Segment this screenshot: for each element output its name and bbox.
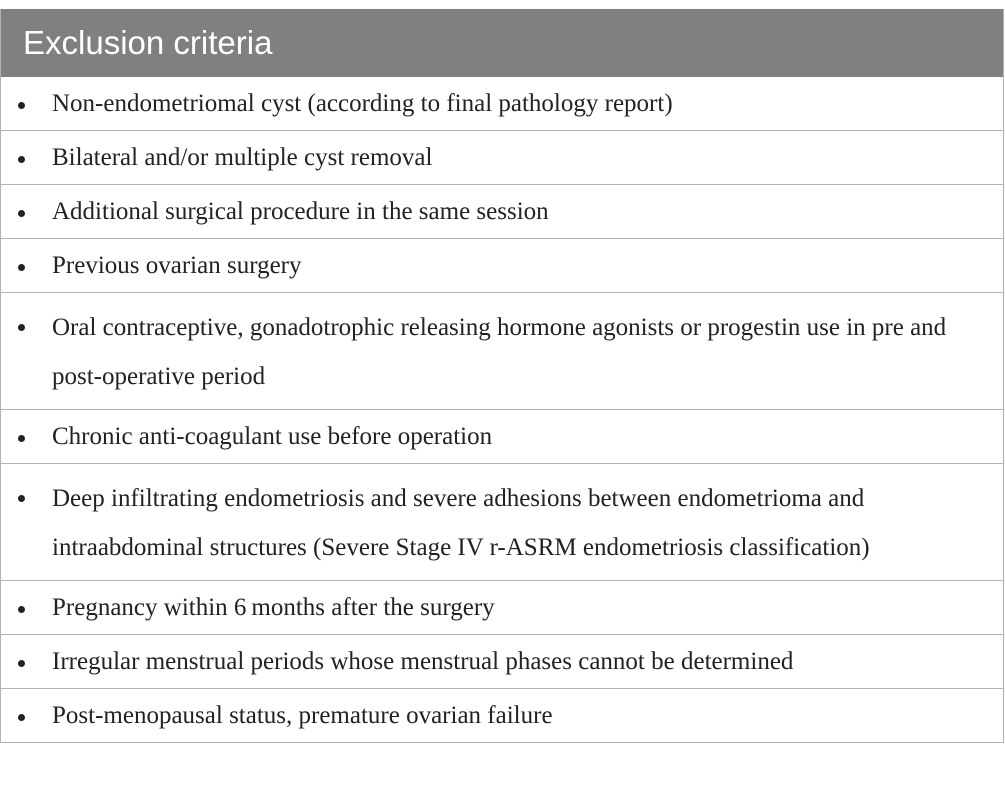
row-text: Bilateral and/or multiple cyst removal bbox=[52, 144, 433, 171]
table-row bbox=[1, 239, 1003, 293]
table-row bbox=[1, 293, 1003, 410]
table-row bbox=[1, 689, 1003, 743]
bullet-icon bbox=[18, 714, 25, 721]
table-row bbox=[1, 131, 1003, 185]
row-text: Additional surgical procedure in the same session bbox=[52, 198, 549, 225]
bullet-icon bbox=[18, 435, 25, 442]
bullet-icon bbox=[18, 210, 25, 217]
row-text: Deep infiltrating endometriosis and severe adhesions between endometrioma and intraabdominal structures (Severe Stage IV r-ASRM endometriosis classification) bbox=[52, 485, 870, 561]
row-text: Post-menopausal status, premature ovarian failure bbox=[52, 702, 553, 729]
bullet-icon bbox=[18, 264, 25, 271]
exclusion-criteria-table bbox=[0, 9, 1004, 743]
table-row bbox=[1, 77, 1003, 131]
row-text: Chronic anti-coagulant use before operation bbox=[52, 423, 493, 450]
table-row bbox=[1, 635, 1003, 689]
bullet-icon bbox=[18, 102, 25, 109]
table-row bbox=[1, 581, 1003, 635]
table-row bbox=[1, 185, 1003, 239]
row-text: Non-endometriomal cyst (according to final pathology report) bbox=[52, 90, 673, 117]
table-header: Exclusion criteria bbox=[1, 9, 1003, 77]
bullet-icon bbox=[18, 606, 25, 613]
bullet-icon bbox=[18, 324, 25, 331]
row-text: Oral contraceptive, gonadotrophic releasing hormone agonists or progestin use in pre and post-operative period bbox=[52, 314, 947, 390]
bullet-icon bbox=[18, 495, 25, 502]
row-text: Irregular menstrual periods whose menstrual phases cannot be determined bbox=[52, 648, 794, 675]
table-row bbox=[1, 464, 1003, 581]
table-row bbox=[1, 410, 1003, 464]
row-text: Pregnancy within 6 months after the surgery bbox=[52, 594, 495, 621]
row-text: Previous ovarian surgery bbox=[52, 252, 302, 279]
bullet-icon bbox=[18, 156, 25, 163]
bullet-icon bbox=[18, 660, 25, 667]
